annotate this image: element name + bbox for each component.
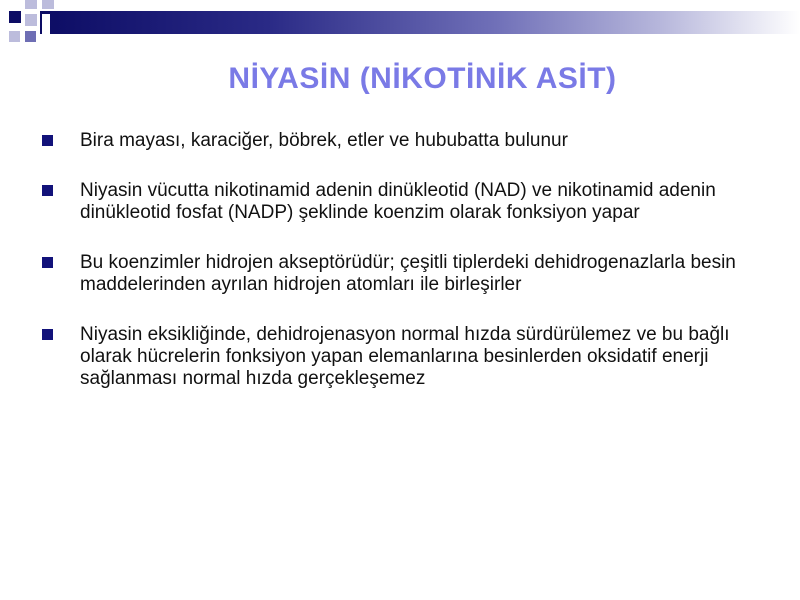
bullet-item [42, 324, 742, 390]
deco-square [9, 31, 20, 42]
bullet-square-icon [42, 257, 53, 268]
bullet-text: Niyasin eksikliğinde, dehidrojenasyon normal hızda sürdürülemez ve bu bağlı olarak hücrelerin fonksiyon yapan elemanlarına besinlerden oksidatif enerji sağlanması normal hızda gerçekleşemez [80, 324, 730, 389]
bullet-text: Bira mayası, karaciğer, böbrek, etler ve hububatta bulunur [80, 130, 568, 151]
gradient-band [40, 11, 800, 34]
deco-square [25, 31, 36, 42]
deco-square [25, 14, 37, 26]
bullet-square-icon [42, 135, 53, 146]
bullet-square-icon [42, 185, 53, 196]
bullet-item [42, 130, 742, 152]
bullet-item [42, 180, 742, 224]
bullet-list [42, 130, 742, 390]
slide-title: NİYASİN (NİKOTİNİK ASİT) [228, 62, 617, 95]
bullet-item [42, 252, 742, 296]
deco-square [42, 0, 54, 9]
deco-square [25, 0, 37, 9]
deco-square [42, 14, 50, 34]
bullet-square-icon [42, 329, 53, 340]
bullet-text: Bu koenzimler hidrojen akseptörüdür; çeşitli tiplerdeki dehidrogenazlarla besin maddelerinden ayrılan hidrojen atomları ile birleşirler [80, 252, 736, 295]
bullet-text: Niyasin vücutta nikotinamid adenin dinükleotid (NAD) ve nikotinamid adenin dinükleotid fosfat (NADP) şeklinde koenzim olarak fonksiyon yapar [80, 180, 716, 223]
deco-square [9, 11, 21, 23]
